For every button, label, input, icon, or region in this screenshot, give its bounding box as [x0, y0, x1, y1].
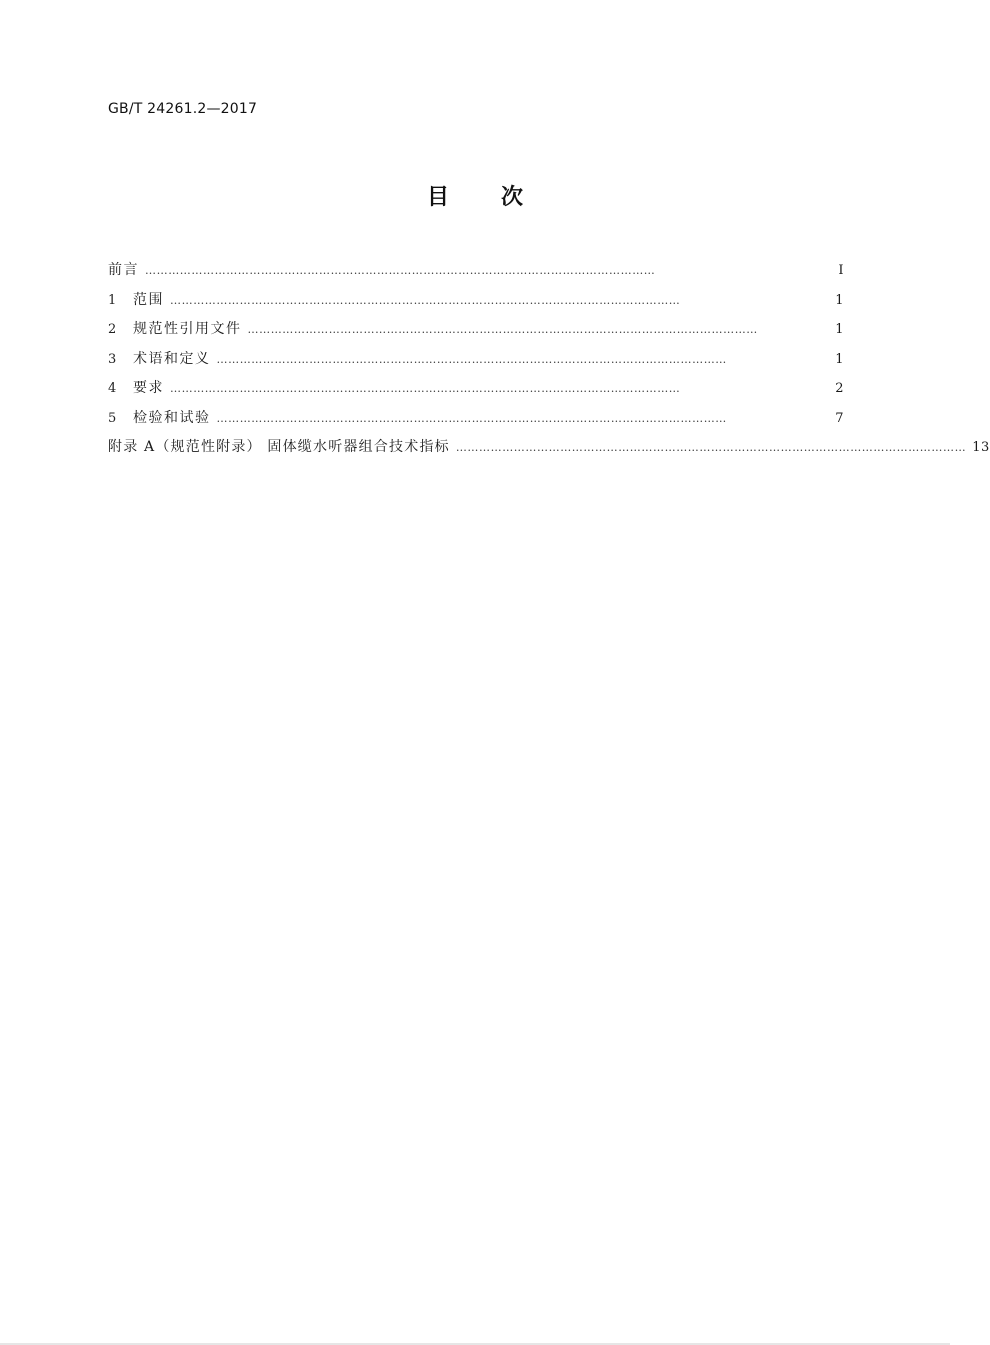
toc-leader-dots: …………………………………………………………………………………………………………………… [455, 441, 967, 454]
toc-entry-title: 规范性引用文件 [133, 321, 242, 337]
toc-entry-annex-a[interactable] [108, 435, 990, 465]
title-char-2: 次 [501, 185, 524, 210]
toc-entry-number: 3 [108, 351, 118, 367]
toc-entry-foreword[interactable] [108, 258, 844, 288]
toc-entry-terms-definitions[interactable] [108, 347, 844, 377]
toc-page-number: 7 [835, 410, 844, 426]
toc-entry-title: 附录 A（规范性附录） 固体缆水听器组合技术指标 [108, 439, 450, 455]
table-of-contents [108, 258, 990, 465]
toc-entry-normative-references[interactable] [108, 317, 844, 347]
toc-leader-dots: …………………………………………………………………………………………………………………… [170, 382, 681, 395]
toc-entry-scope[interactable] [108, 288, 844, 318]
toc-page-number: Ⅰ [838, 263, 844, 278]
page-title [0, 180, 950, 211]
toc-entry-number: 4 [108, 381, 118, 396]
title-char-1: 目 [426, 185, 449, 210]
toc-leader-dots: …………………………………………………………………………………………………………………… [170, 293, 681, 307]
toc-page-number: 2 [835, 381, 844, 396]
toc-leader-dots: …………………………………………………………………………………………………………………… [145, 264, 656, 277]
toc-entry-title: 要求 [133, 380, 164, 396]
toc-entry-number: 1 [108, 292, 118, 308]
toc-page-number: 1 [835, 292, 844, 308]
toc-page-number: 1 [835, 351, 844, 367]
toc-leader-dots: …………………………………………………………………………………………………………………… [216, 352, 727, 366]
toc-entry-title: 范围 [133, 291, 164, 308]
standard-code: GB/T 24261.2—2017 [108, 101, 258, 117]
toc-entry-title: 检验和试验 [133, 409, 211, 426]
toc-leader-dots: …………………………………………………………………………………………………………………… [216, 411, 727, 425]
toc-page-number: 1 [835, 322, 844, 337]
toc-entry-number: 5 [108, 410, 118, 426]
toc-page-number: 13 [972, 440, 990, 455]
toc-entry-title: 术语和定义 [133, 350, 211, 367]
toc-entry-number: 2 [108, 322, 118, 337]
toc-entry-requirements[interactable] [108, 376, 844, 406]
toc-leader-dots: …………………………………………………………………………………………………………………… [247, 323, 758, 336]
toc-entry-title: 前言 [108, 262, 139, 278]
toc-entry-inspection-tests[interactable] [108, 406, 844, 436]
